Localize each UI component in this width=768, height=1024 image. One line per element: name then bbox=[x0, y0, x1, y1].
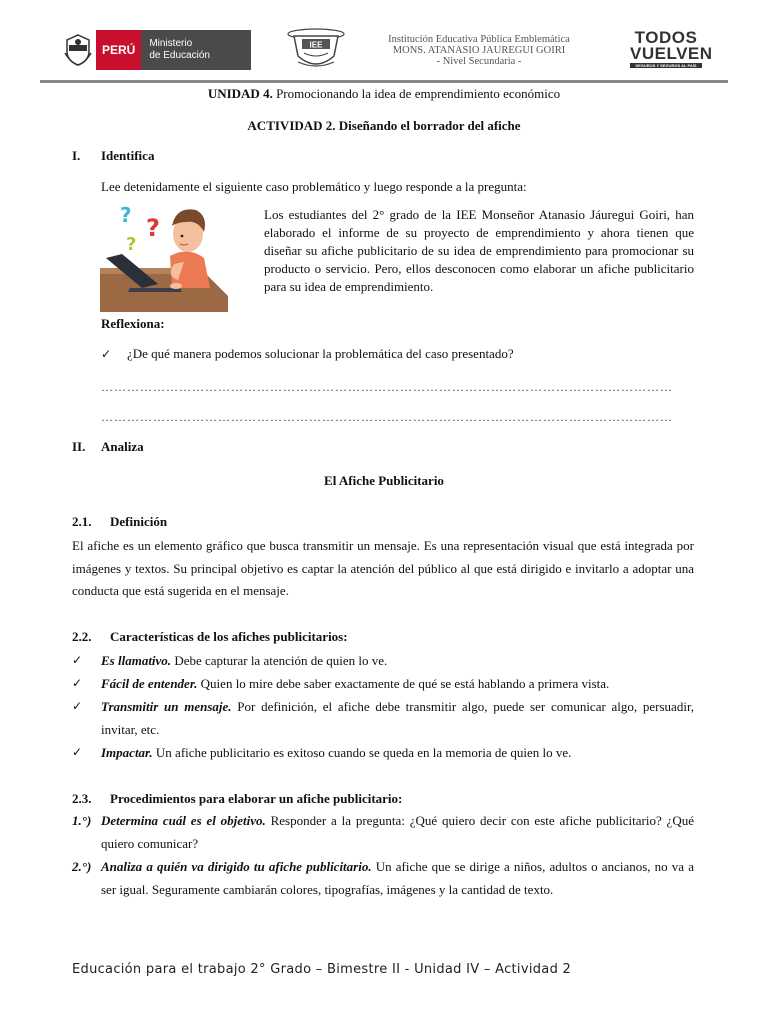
institution-line1: Institución Educativa Pública Emblemática bbox=[388, 34, 570, 45]
svg-text:?: ? bbox=[126, 234, 137, 255]
todos-vuelven-logo bbox=[630, 28, 713, 72]
characteristics-heading: Características de los afiches publicitarios: bbox=[110, 629, 348, 644]
ministerio-line2: de Educación bbox=[149, 50, 210, 61]
characteristic-text: Por definición, el afiche debe transmitir algo, puede ser comunicar algo, persuadir, invitar, etc. bbox=[101, 699, 695, 737]
answer-line-1: …………………………………………………………………………………………………………………… bbox=[101, 380, 673, 394]
ministerio-label bbox=[141, 30, 251, 70]
section1-intro: Lee detenidamente el siguiente caso problemático y luego responde a la pregunta: bbox=[101, 179, 527, 194]
minedu-logo bbox=[60, 30, 251, 70]
todos-line1: TODOS bbox=[634, 28, 698, 47]
characteristics-number: 2.2. bbox=[72, 629, 92, 644]
header-divider bbox=[40, 80, 728, 83]
definition-heading: Definición bbox=[110, 514, 168, 529]
definition-number: 2.1. bbox=[72, 514, 92, 529]
procedure-term: Analiza a quién va dirigido tu afiche publicitario. bbox=[101, 859, 372, 874]
unit-title bbox=[0, 86, 768, 102]
activity-title: ACTIVIDAD 2. Diseñando el borrador del afiche bbox=[247, 118, 521, 133]
procedure-term: Determina cuál es el objetivo. bbox=[101, 813, 266, 828]
procedure-number: 1.°) bbox=[72, 813, 92, 828]
characteristic-term: Impactar. bbox=[101, 745, 153, 760]
procedure-item bbox=[101, 810, 694, 855]
svg-text:?: ? bbox=[146, 214, 160, 242]
todos-tagline: SEGUROS Y SEGUROS AL PAÍS bbox=[630, 63, 702, 68]
page-header bbox=[40, 22, 728, 78]
characteristic-item bbox=[101, 673, 694, 696]
reflexiona-label: Reflexiona: bbox=[101, 316, 165, 331]
characteristic-item bbox=[101, 742, 694, 765]
procedures-number: 2.3. bbox=[72, 791, 92, 806]
student-thinking-illustration bbox=[100, 196, 228, 312]
characteristic-text: Un afiche publicitario es exitoso cuando se queda en la memoria de quien lo ve. bbox=[152, 745, 572, 760]
todos-line2: VUELVEN bbox=[630, 44, 713, 63]
peru-shield-icon bbox=[60, 30, 96, 70]
procedure-text: Un afiche que se dirige a niños, adultos o ancianos, no va a ser igual. Seguramente cambiarán colores, tipografías, imágenes y la cantidad de texto. bbox=[101, 859, 694, 897]
peru-label: PERÚ bbox=[96, 30, 141, 70]
section2-number: II. bbox=[72, 439, 86, 454]
characteristic-text: Quien lo mire debe saber exactamente de qué se está hablando a primera vista. bbox=[197, 676, 610, 691]
institution-line2: MONS. ATANASIO JAUREGUI GOIRI bbox=[392, 45, 566, 56]
ministerio-line1: Ministerio bbox=[149, 38, 193, 49]
page-footer: Educación para el trabajo 2° Grado – Bimestre II - Unidad IV – Actividad 2 bbox=[72, 962, 572, 977]
check-icon: ✓ bbox=[101, 347, 112, 361]
case-text: Los estudiantes del 2° grado de la IEE Monseñor Atanasio Jáuregui Goiri, han elaborado el informe de su proyecto de emprendimiento y ahora tienen que diseñar su afiche publicitario de su idea de emprendimiento para promocionar su producto o servicio. Pero, ellos desconocen como elaborar un afiche publicitario para su idea de emprendimiento. bbox=[264, 207, 694, 294]
unit-label: UNIDAD 4. bbox=[207, 86, 273, 101]
characteristic-term: Transmitir un mensaje. bbox=[101, 699, 232, 714]
section1-number: I. bbox=[72, 148, 81, 163]
check-icon: ✓ bbox=[72, 676, 83, 690]
section2-subtitle: El Afiche Publicitario bbox=[324, 473, 444, 488]
reflection-question: ¿De qué manera podemos solucionar la problemática del caso presentado? bbox=[127, 346, 514, 361]
characteristic-item bbox=[101, 696, 694, 741]
iee-emblem-letters: IEE bbox=[309, 40, 323, 50]
answer-line-2: …………………………………………………………………………………………………………………… bbox=[101, 410, 673, 424]
institution-line3: - Nivel Secundaria - bbox=[436, 56, 522, 67]
iee-emblem-icon bbox=[284, 26, 348, 72]
procedures-heading: Procedimientos para elaborar un afiche publicitario: bbox=[110, 791, 403, 806]
characteristic-term: Es llamativo. bbox=[101, 653, 172, 668]
svg-text:?: ? bbox=[120, 203, 132, 227]
unit-name: Promocionando la idea de emprendimiento económico bbox=[272, 86, 561, 101]
procedure-item bbox=[101, 856, 694, 901]
check-icon: ✓ bbox=[72, 745, 83, 759]
procedure-number: 2.°) bbox=[72, 859, 92, 874]
check-icon: ✓ bbox=[72, 653, 83, 667]
characteristic-text: Debe capturar la atención de quien lo ve. bbox=[171, 653, 388, 668]
characteristic-item bbox=[101, 650, 694, 673]
characteristic-term: Fácil de entender. bbox=[101, 676, 198, 691]
institution-name bbox=[354, 34, 604, 67]
definition-text: El afiche es un elemento gráfico que busca transmitir un mensaje. Es una representación visual que está integrada por imágenes y textos. Su principal objetivo es captar la atención del público al que está dirigido e invitarlo a adoptar una conducta que está sugerida en el mensaje. bbox=[72, 538, 694, 598]
procedure-text: Responder a la pregunta: ¿Qué quiero decir con este afiche publicitario? ¿Qué quiero comunicar? bbox=[101, 813, 694, 851]
section2-heading: Analiza bbox=[101, 439, 144, 454]
check-icon: ✓ bbox=[72, 699, 83, 713]
section1-heading: Identifica bbox=[101, 148, 155, 163]
